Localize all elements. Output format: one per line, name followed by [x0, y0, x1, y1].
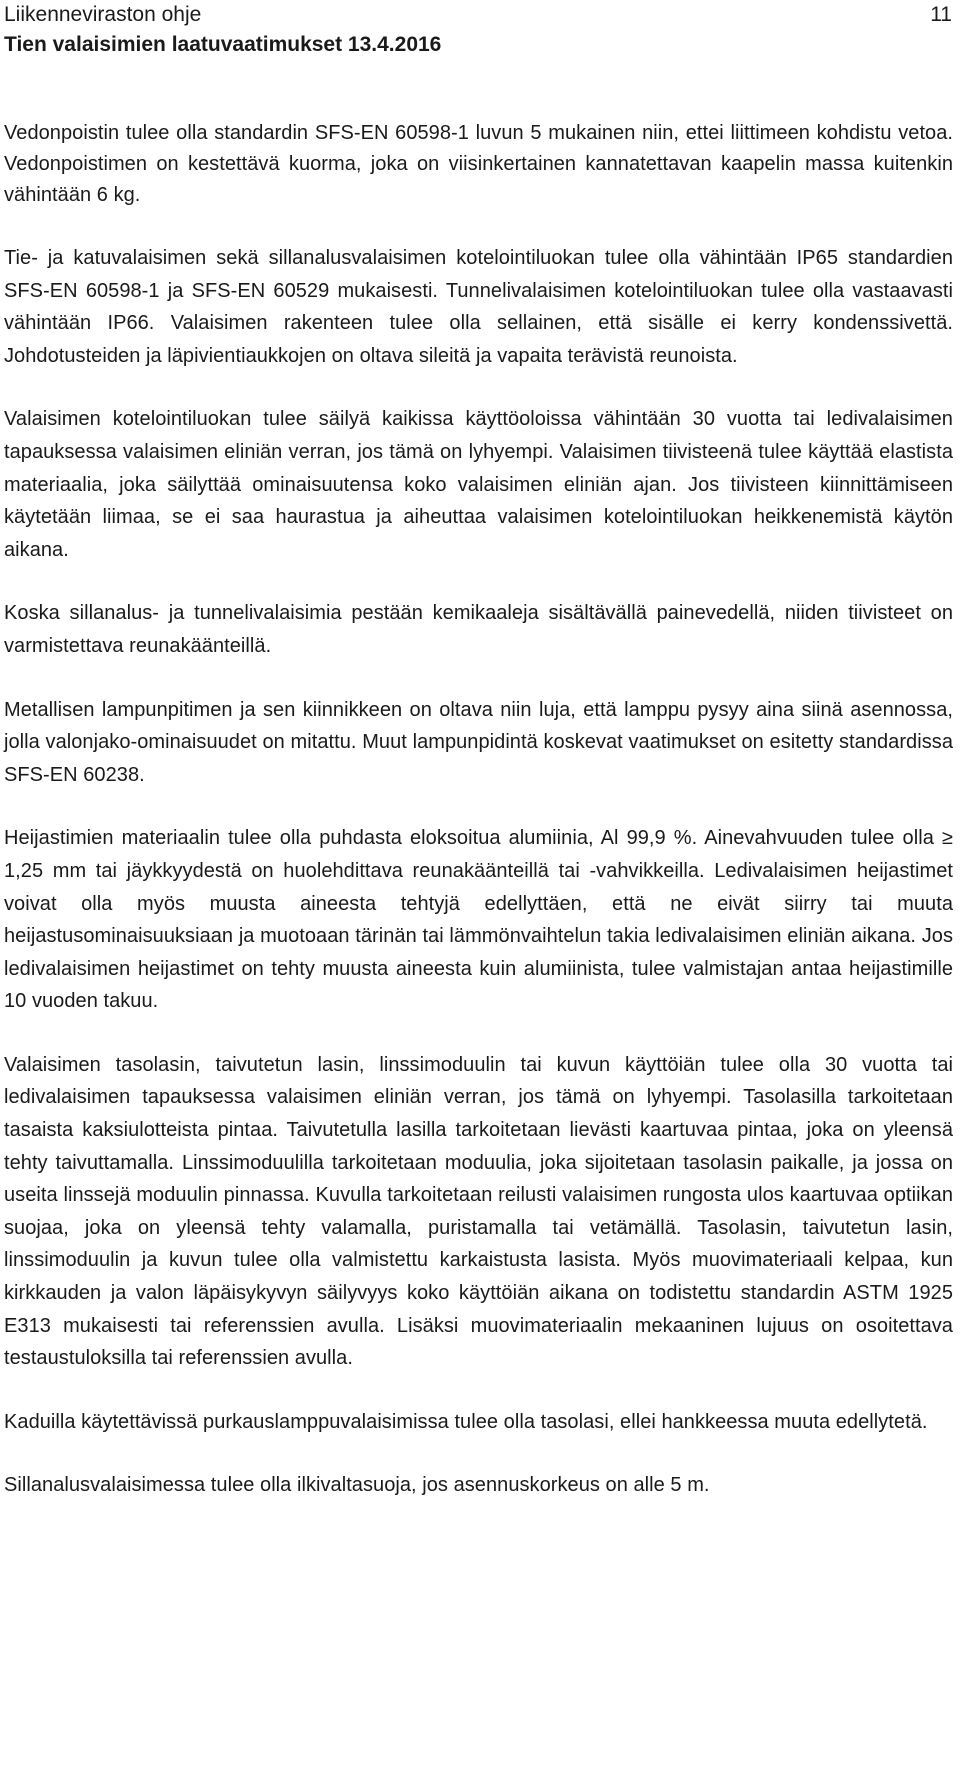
paragraph-glass: Valaisimen tasolasin, taivutetun lasin, linssimoduulin tai kuvun käyttöiän tulee olla 30 vuotta tai ledivalaisimen tapauksessa valaisimen eliniän verran, jos tämä on lyhyempi. Tasolasilla tarkoitetaan tasaista kaksiulotteista pintaa. Taivutetulla lasilla tarkoitetaan lievästi kaartuvaa pintaa, joka on yleensä tehty taivuttamalla. Linssimoduulilla tarkoitetaan moduulia, joka sijoitetaan tasolasin paikalle, ja jossa on useita linssejä moduulin pinnassa. Kuvulla tarkoitetaan reilusti valaisimen rungosta ulos kaartuvaa optiikan suojaa, joka on yleensä tehty valamalla, puristamalla tai vetämällä. Tasolasin, taivutetun lasin, linssimoduulin ja kuvun tulee olla valmistettu karkaistusta lasista. Myös muovimateriaali kelpaa, kun kirkkauden ja valon läpäisykyvyn säilyvyys koko käyttöiän aikana on todistettu standardin ASTM 1925 E313 mukaisesti tai referenssien avulla. Lisäksi muovimateriaalin mekaaninen lujuus on osoitettava testaustuloksilla tai referenssien avulla.	[4, 1053, 953, 1370]
paragraph-enclosure-durability: Valaisimen kotelointiluokan tulee säilyä kaikissa käyttöoloissa vähintään 30 vuotta tai ledivalaisimen tapauksessa valaisimen eliniän verran, jos tämä on lyhyempi. Valaisimen tiivisteenä tulee käyttää elastista materiaalia, joka säilyttää ominaisuutensa koko valaisimen eliniän ajan. Jos tiivisteen kiinnittämiseen käytetään liimaa, se ei saa haurastua ja aiheuttaa valaisimen kotelointiluokan heikkenemistä käytön aikana.	[4, 408, 953, 561]
paragraph-strain-relief: Vedonpoistin tulee olla standardin SFS-EN 60598-1 luvun 5 mukainen niin, ettei liittimeen kohdistu vetoa. Vedonpoistimen on kestettävä kuorma, joka on viisinkertainen kannatettavan kaapelin massa kuitenkin vähintään 6 kg.	[4, 122, 953, 206]
document-body	[4, 118, 953, 1533]
paragraph-enclosure-class: Tie- ja katuvalaisimen sekä sillanalusvalaisimen kotelointiluokan tulee olla vähintään IP65 standardien SFS-EN 60598-1 ja SFS-EN 60529 mukaisesti. Tunnelivalaisimen kotelointiluokan tulee olla vastaavasti vähintään IP66. Valaisimen rakenteen tulee olla sellainen, että sisälle ei kerry kondenssivettä. Johdotusteiden ja läpivientiaukkojen on oltava sileitä ja vapaita terävistä reunoista.	[4, 247, 953, 367]
page-header	[4, 0, 956, 60]
document-title: Liikenneviraston ohje	[4, 3, 202, 26]
paragraph-vandal-protection: Sillanalusvalaisimessa tulee olla ilkivaltasuoja, jos asennuskorkeus on alle 5 m.	[4, 1474, 710, 1497]
paragraph-street-luminaires: Kaduilla käytettävissä purkauslamppuvalaisimissa tulee olla tasolasi, ellei hankkeessa muuta edellytetä.	[4, 1410, 928, 1433]
paragraph-lampholder: Metallisen lampunpitimen ja sen kiinnikkeen on oltava niin luja, että lamppu pysyy aina siinä asennossa, jolla valonjako-ominaisuudet on mitattu. Muut lampunpidintä koskevat vaatimukset on esitetty standardissa SFS-EN 60238.	[4, 698, 953, 786]
page-number: 11	[930, 3, 952, 26]
paragraph-seals: Koska sillanalus- ja tunnelivalaisimia pestään kemikaaleja sisältävällä painevedellä, niiden tiivisteet on varmistettava reunakäänteillä.	[4, 602, 953, 657]
paragraph-reflectors: Heijastimien materiaalin tulee olla puhdasta eloksoitua alumiinia, Al 99,9 %. Ainevahvuuden tulee olla ≥ 1,25 mm tai jäykkyydestä on huolehdittava reunakäänteillä tai -vahvikkeilla. Ledivalaisimen heijastimet voivat olla myös muusta aineesta tehtyjä edellyttäen, että ne eivät siirry tai muuta heijastusominaisuuksiaan ja muotoaan tärinän tai lämmönvaihtelun takia ledivalaisimen eliniän aikana. Jos ledivalaisimen heijastimet on tehty muusta aineesta kuin alumiinista, tulee valmistajan antaa heijastimille 10 vuoden takuu.	[4, 827, 953, 1013]
document-subtitle: Tien valaisimien laatuvaatimukset 13.4.2016	[4, 33, 442, 56]
